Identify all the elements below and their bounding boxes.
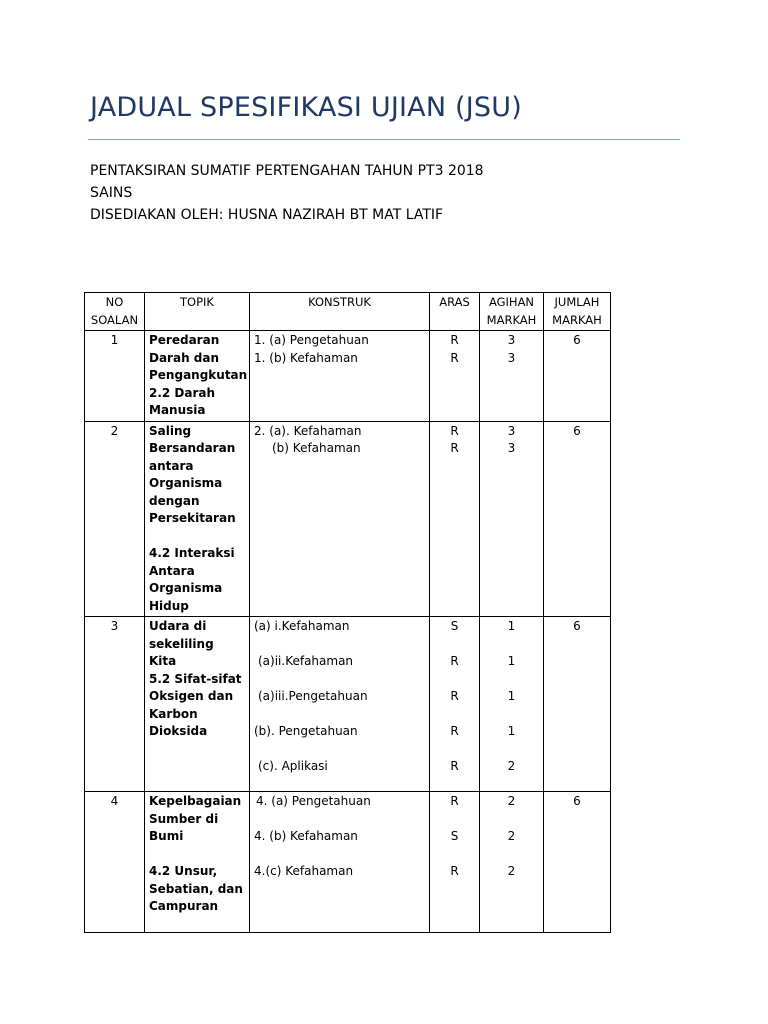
aras-spacer	[434, 706, 475, 724]
konstruk-item: 1. (b) Kefahaman	[254, 350, 358, 365]
cell-no: 2	[85, 421, 145, 617]
header-agihan-markah	[480, 293, 544, 331]
konstruk-item: 2. (a). Kefahaman	[254, 423, 362, 438]
topik-line: Sebatian, dan	[149, 881, 243, 896]
topik-line: Karbon Dioksida	[149, 706, 208, 738]
agihan-item: 2	[507, 829, 516, 843]
document-meta	[90, 160, 484, 226]
cell-topik	[145, 617, 250, 792]
konstruk-item: (a) i.Kefahaman	[254, 619, 350, 633]
konstruk-item: (c). Aplikasi	[258, 759, 328, 773]
aras-item: R	[450, 423, 459, 438]
agihan-item: 1	[507, 689, 516, 703]
header-agihan-line2: MARKAH	[486, 312, 537, 327]
agihan-item: 3	[507, 423, 516, 438]
header-topik: TOPIK	[145, 293, 250, 331]
header-no-line2: SOALAN	[90, 312, 139, 327]
topik-line: 2.2 Darah	[149, 385, 216, 400]
topik-line: Antara	[149, 563, 195, 578]
konstruk-item: 4.(c) Kefahaman	[254, 864, 354, 878]
agihan-item: 3	[507, 350, 516, 365]
topik-line: Kepelbagaian	[149, 794, 242, 808]
cell-agihan	[480, 331, 544, 422]
topik-line: Organisma	[149, 476, 223, 490]
cell-konstruk	[250, 421, 430, 617]
assessment-name: PENTAKSIRAN SUMATIF PERTENGAHAN TAHUN PT3 2018	[90, 163, 484, 179]
cell-no: 1	[85, 331, 145, 422]
aras-item: R	[450, 864, 459, 878]
konstruk-item: (a)ii.Kefahaman	[258, 654, 354, 668]
agihan-item: 3	[507, 333, 516, 347]
cell-no: 4	[85, 792, 145, 933]
aras-spacer	[434, 636, 475, 654]
agihan-item: 1	[507, 724, 516, 738]
aras-spacer	[434, 671, 475, 689]
header-no-soalan	[85, 293, 145, 331]
cell-aras	[430, 331, 480, 422]
cell-agihan	[480, 617, 544, 792]
topik-line: Bersandaran	[149, 441, 236, 455]
aras-item: S	[450, 619, 459, 633]
aras-item: S	[450, 829, 459, 843]
cell-konstruk	[250, 792, 430, 933]
konstruk-item: 4. (b) Kefahaman	[254, 829, 358, 843]
header-jumlah-line2: MARKAH	[552, 312, 602, 327]
aras-item: R	[450, 441, 459, 455]
cell-agihan	[480, 792, 544, 933]
cell-agihan	[480, 421, 544, 617]
topik-line: antara	[149, 458, 194, 473]
aras-item: R	[450, 794, 459, 808]
konstruk-spacer	[254, 741, 425, 759]
subject-name: SAINS	[90, 185, 133, 201]
cell-aras	[430, 792, 480, 933]
table-row	[85, 421, 611, 617]
topik-line: 4.2 Interaksi	[149, 546, 235, 560]
header-konstruk: KONSTRUK	[250, 293, 430, 331]
cell-aras	[430, 421, 480, 617]
agihan-spacer	[484, 811, 539, 829]
konstruk-item: 4. (a) Pengetahuan	[256, 794, 371, 808]
topik-line: 5.2 Sifat-sifat	[149, 671, 242, 686]
topik-line: Oksigen dan	[149, 689, 234, 703]
table-row	[85, 792, 611, 933]
topik-line: sekeliling Kita	[149, 636, 214, 668]
konstruk-spacer	[254, 671, 425, 689]
konstruk-spacer	[254, 846, 425, 864]
konstruk-item: (b) Kefahaman	[272, 441, 361, 455]
agihan-spacer	[484, 846, 539, 864]
document-title: JADUAL SPESIFIKASI UJIAN (JSU)	[90, 92, 522, 123]
cell-topik	[145, 421, 250, 617]
topik-line: Darah dan	[149, 350, 220, 365]
agihan-item: 2	[507, 759, 516, 773]
agihan-item: 3	[507, 441, 516, 455]
topik-line: Saling	[149, 423, 192, 438]
konstruk-item: (a)iii.Pengetahuan	[258, 689, 368, 703]
topik-line: Sumber di Bumi	[149, 811, 219, 843]
konstruk-item: 1. (a) Pengetahuan	[254, 333, 369, 347]
topik-line: Peredaran	[149, 333, 220, 347]
topik-line: Persekitaran	[149, 511, 236, 525]
cell-jumlah: 6	[544, 792, 611, 933]
cell-no: 3	[85, 617, 145, 792]
cell-konstruk	[250, 331, 430, 422]
cell-topik	[145, 792, 250, 933]
agihan-spacer	[484, 706, 539, 724]
topik-spacer	[149, 846, 245, 864]
header-jumlah-markah	[544, 293, 611, 331]
aras-item: R	[450, 333, 459, 347]
aras-item: R	[450, 759, 459, 773]
agihan-item: 1	[507, 619, 516, 633]
cell-topik	[145, 331, 250, 422]
header-agihan-line1: AGIHAN	[488, 295, 535, 309]
header-no-line1: NO	[105, 295, 124, 309]
topik-line: Hidup	[149, 598, 189, 613]
topik-line: Campuran	[149, 899, 219, 913]
prepared-by: DISEDIAKAN OLEH: HUSNA NAZIRAH BT MAT LATIF	[90, 207, 444, 223]
header-jumlah-line1: JUMLAH	[554, 295, 600, 309]
konstruk-item: (b). Pengetahuan	[254, 724, 358, 738]
cell-jumlah: 6	[544, 617, 611, 792]
konstruk-spacer	[254, 706, 425, 724]
aras-item: R	[450, 654, 459, 668]
topik-spacer	[149, 528, 245, 546]
title-underline	[88, 139, 680, 140]
topik-line: 4.2 Unsur,	[149, 864, 218, 878]
table-row	[85, 617, 611, 792]
cell-konstruk	[250, 617, 430, 792]
topik-line: Manusia	[149, 403, 206, 417]
agihan-item: 2	[507, 864, 516, 878]
aras-spacer	[434, 811, 475, 829]
agihan-item: 1	[507, 654, 516, 668]
agihan-spacer	[484, 636, 539, 654]
agihan-item: 2	[507, 794, 516, 808]
table-row	[85, 331, 611, 422]
cell-jumlah: 6	[544, 421, 611, 617]
aras-spacer	[434, 846, 475, 864]
table-header-row	[85, 293, 611, 331]
topik-line: Pengangkutan	[149, 368, 248, 382]
agihan-spacer	[484, 741, 539, 759]
agihan-spacer	[484, 671, 539, 689]
topik-line: Udara di	[149, 619, 207, 633]
topik-line: dengan	[149, 493, 200, 508]
specification-table	[84, 292, 611, 933]
aras-item: R	[450, 724, 459, 738]
topik-line: Organisma	[149, 581, 223, 595]
aras-item: R	[450, 689, 459, 703]
konstruk-spacer	[254, 811, 425, 829]
aras-item: R	[450, 350, 459, 365]
cell-jumlah: 6	[544, 331, 611, 422]
cell-aras	[430, 617, 480, 792]
konstruk-spacer	[254, 636, 425, 654]
aras-spacer	[434, 741, 475, 759]
header-aras: ARAS	[430, 293, 480, 331]
